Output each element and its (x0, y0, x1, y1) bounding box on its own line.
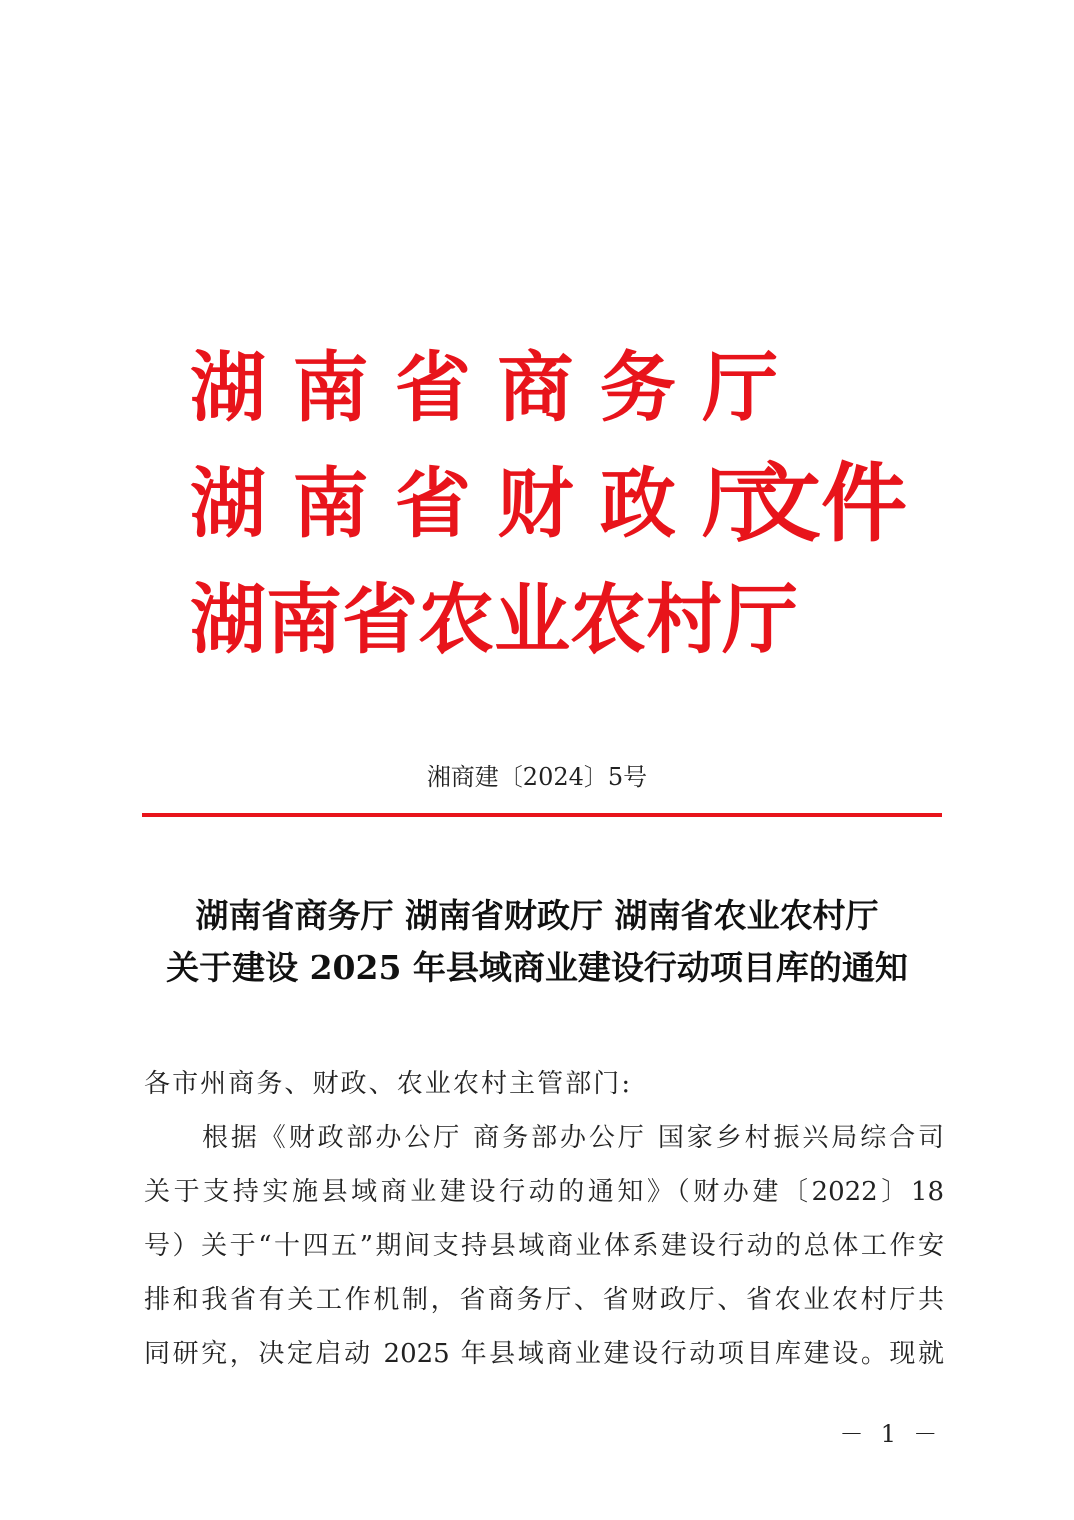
body-line-1: 根据《财政部办公厅 商务部办公厅 国家乡村振兴局综合司 (202, 1123, 944, 1153)
document-suffix: 文件 (735, 453, 907, 554)
body-line-3: 号）关于“十四五”期间支持县域商业体系建设行动的总体工作安 (144, 1231, 944, 1261)
page-number: － 1 － (839, 1420, 942, 1448)
body-line-5: 同研究，决定启动 2025 年县域商业建设行动项目库建设。现就 (144, 1339, 944, 1369)
document-title (130, 890, 944, 994)
body-line-4: 排和我省有关工作机制，省商务厅、省财政厅、省农业农村厅共 (144, 1285, 944, 1315)
issuer-header (190, 330, 907, 678)
red-divider (142, 813, 942, 817)
issuer-agriculture: 湖南省农业农村厅 (190, 575, 798, 664)
document-body (144, 1057, 944, 1381)
document-number: 湘商建〔2024〕5号 (426, 763, 648, 791)
body-line-2: 关于支持实施县域商业建设行动的通知》（财办建〔2022〕18 (144, 1177, 944, 1207)
salutation: 各市州商务、财政、农业农村主管部门: (144, 1069, 633, 1099)
issuer-list (190, 330, 798, 678)
title-line-1: 湖南省商务厅 湖南省财政厅 湖南省农业农村厅 (195, 896, 879, 935)
issuer-commerce: 湖 南 省 商 务 厅 (190, 343, 779, 432)
title-line-2: 关于建设 2025 年县域商业建设行动项目库的通知 (166, 948, 908, 987)
issuer-finance: 湖 南 省 财 政 厅 (190, 459, 779, 548)
